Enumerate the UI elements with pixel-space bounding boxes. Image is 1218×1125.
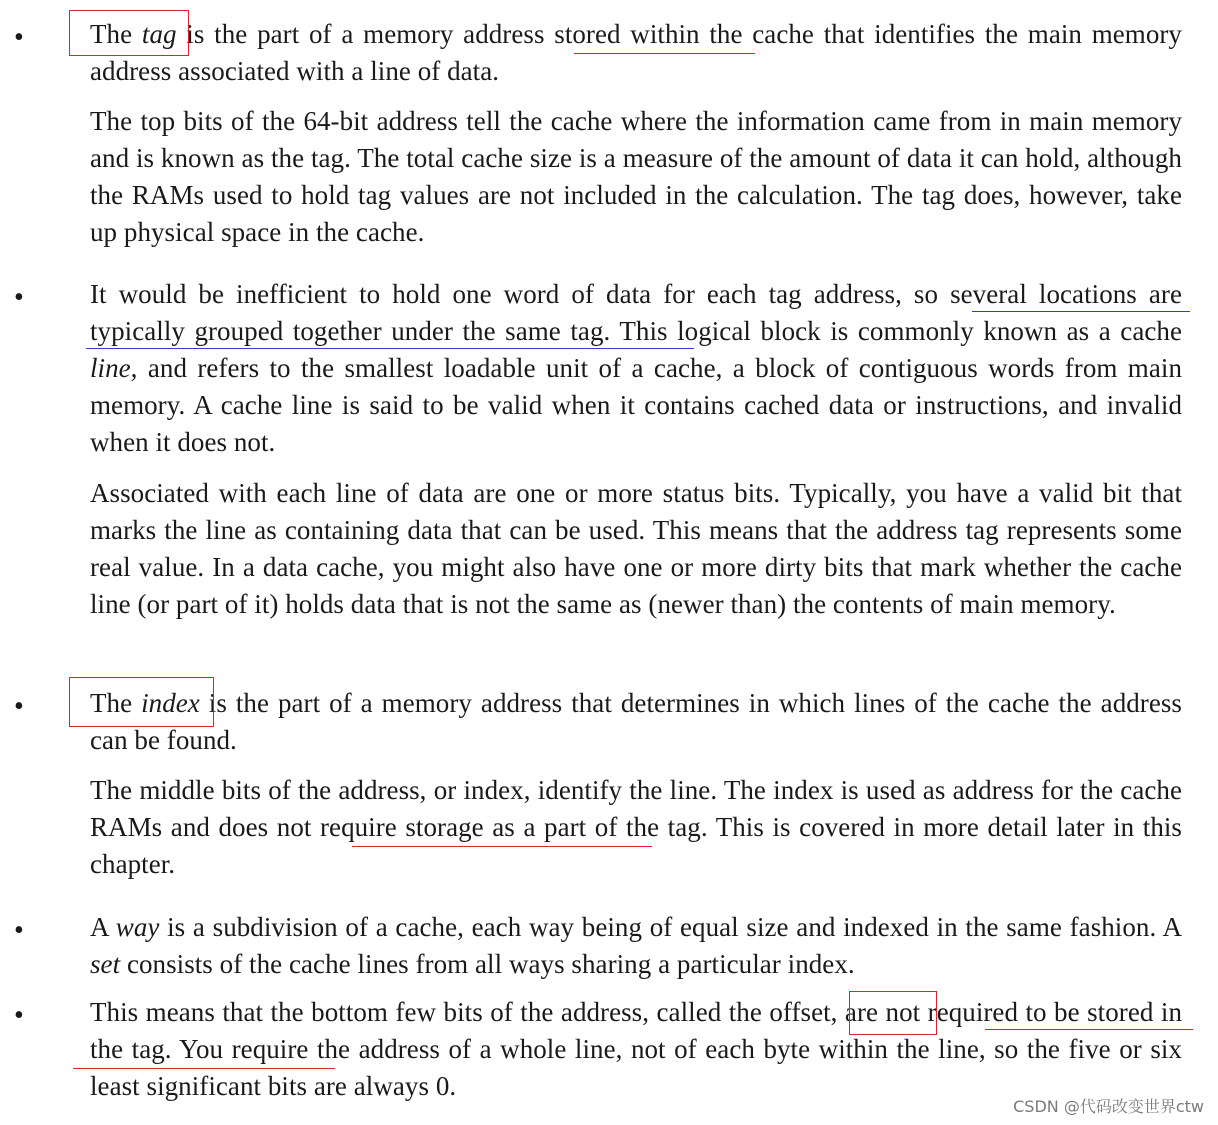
bullet-marker: • [14, 1000, 24, 1031]
term-way: way [115, 912, 160, 942]
index-detail-paragraph: The middle bits of the address, or index, identify the line. The index is used as address for the cache RAMs and does not require storage as a part of the tag. This is covered in more detail later in this chapter. [90, 775, 1182, 879]
term-set: set [90, 949, 121, 979]
status-bits-paragraph: Associated with each line of data are one or more status bits. Typically, you have a valid bit that marks the line as containing data that can be used. This means that the address tag represents some real value. In a data cache, you might also have one or more dirty bits that mark whether the cache line (or part of it) holds data that is not the same as (newer than) the contents of main memory. [90, 478, 1182, 619]
tag-detail-paragraph: The top bits of the 64-bit address tell the cache where the information came from in main memory and is known as the tag. The total cache size is a measure of the amount of data it can hold, although the RAMs used to hold tag values are not included in the calculation. The tag does, however, take up physical space in the cache. [90, 106, 1182, 247]
term-index: index [141, 688, 200, 718]
line-definition-paragraph: It would be inefficient to hold one word of data for each tag address, so several locations are typically grouped together under the same tag. This logical block is commonly known as a cache line, and refers to the smallest loadable unit of a cache, a block of contiguous words from main memory. A cache line is said to be valid when it contains cached data or instructions, and invalid when it does not. [90, 279, 1182, 457]
bullet-marker: • [14, 22, 24, 53]
bullet-marker: • [14, 915, 24, 946]
bullet-marker: • [14, 691, 24, 722]
watermark: CSDN @代码改变世界ctw [1013, 1097, 1204, 1116]
bullet-marker: • [14, 282, 24, 313]
tag-definition-paragraph: The tag is the part of a memory address stored within the cache that identifies the main memory address associated with a line of data. [90, 19, 1182, 86]
term-tag: tag [141, 19, 177, 49]
offset-paragraph: This means that the bottom few bits of the address, called the offset, are not required to be stored in the tag. You require the address of a whole line, not of each byte within the line, so the five or six least significant bits are always 0. [90, 997, 1182, 1101]
way-set-paragraph: A way is a subdivision of a cache, each way being of equal size and indexed in the same fashion. A set consists of the cache lines from all ways sharing a particular index. [90, 912, 1183, 979]
index-definition-paragraph: The index is the part of a memory address that determines in which lines of the cache the address can be found. [90, 688, 1182, 755]
term-line: line, [90, 353, 138, 383]
